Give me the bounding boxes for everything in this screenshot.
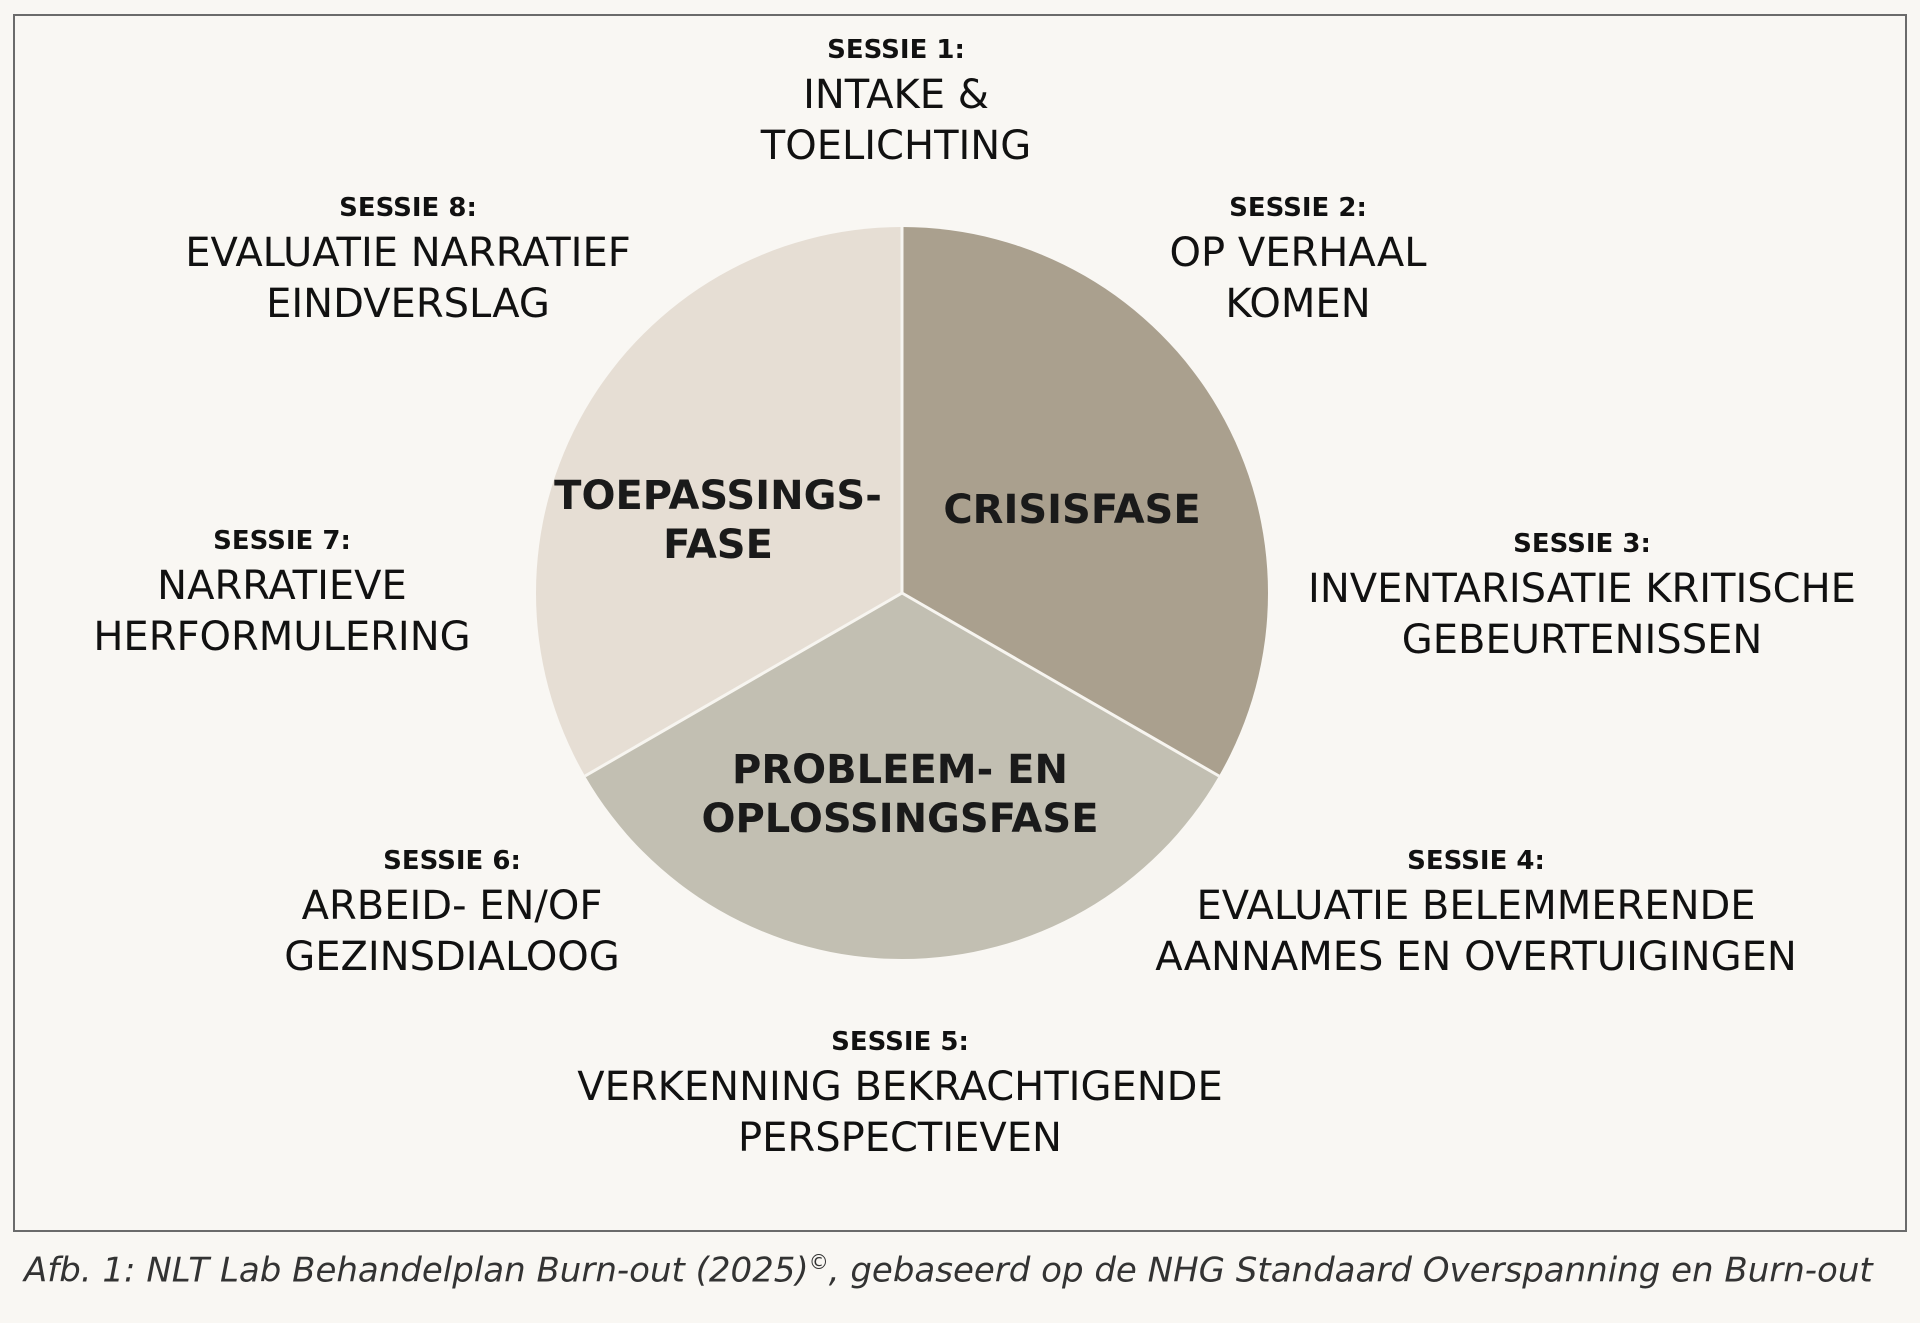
session-title: EVALUATIE BELEMMERENDE [1196,883,1756,929]
session-title: HERFORMULERING [93,614,471,660]
session-title: NARRATIEVE [157,563,407,609]
session-title: GEBEURTENISSEN [1401,617,1763,663]
session-7 [93,523,470,663]
session-title: PERSPECTIEVEN [738,1115,1062,1161]
copyright-symbol: © [808,1250,829,1274]
session-number: SESSIE 4: [1407,846,1545,876]
application-phase-label: TOEPASSINGS- FASE [554,473,882,568]
session-number: SESSIE 3: [1513,529,1651,559]
session-number: SESSIE 1: [827,35,965,65]
session-title: KOMEN [1225,281,1371,327]
session-number: SESSIE 6: [383,846,521,876]
session-8 [185,190,631,330]
session-number: SESSIE 5: [831,1027,969,1057]
crisis-phase-label: CRISISFASE [943,487,1201,533]
session-title: AANNAMES EN OVERTUIGINGEN [1155,934,1797,980]
session-title: EINDVERSLAG [266,281,550,327]
session-title: EVALUATIE NARRATIEF [185,230,631,276]
session-title: VERKENNING BEKRACHTIGENDE [577,1064,1223,1110]
session-title: OP VERHAAL [1169,230,1427,276]
session-3 [1308,526,1856,666]
session-6 [284,843,620,983]
session-title: GEZINSDIALOOG [284,934,620,980]
session-1 [761,32,1031,172]
session-2 [1170,190,1427,330]
session-number: SESSIE 8: [339,193,477,223]
problem-solution-phase-label: PROBLEEM- EN OPLOSSINGSFASE [701,747,1099,842]
session-title: TOELICHTING [760,123,1032,169]
session-4 [1155,843,1797,983]
session-number: SESSIE 7: [213,526,351,556]
session-title: INTAKE & [803,72,989,118]
session-number: SESSIE 2: [1229,193,1367,223]
session-title: INVENTARISATIE KRITISCHE [1308,566,1856,612]
session-title: ARBEID- EN/OF [301,883,603,929]
session-5 [577,1024,1223,1164]
figure-caption: Afb. 1: NLT Lab Behandelplan Burn-out (2025)©, gebaseerd op de NHG Standaard Overspanning en Burn-out [24,1250,1873,1291]
